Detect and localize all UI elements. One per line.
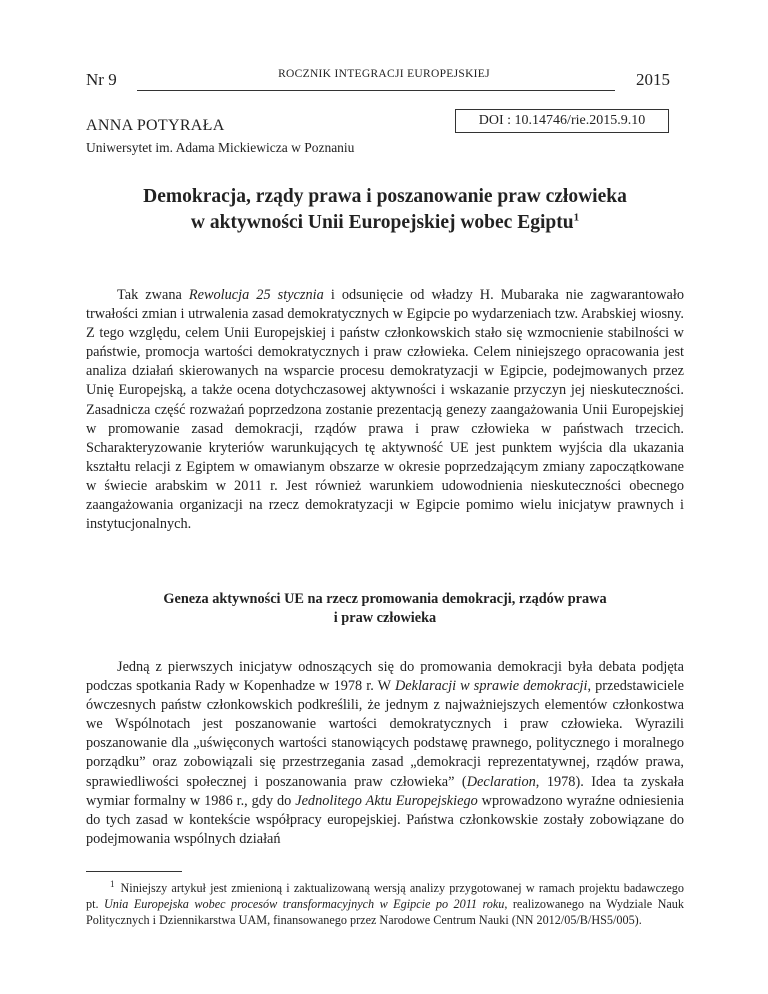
abstract-paragraph [86, 286, 684, 534]
section-heading-line-1: Geneza aktywności UE na rzecz promowania demokracji, rządów prawa [163, 591, 607, 607]
issue-year: 2015 [636, 70, 670, 89]
title-line-2 [86, 210, 684, 236]
footnote-text-1: Niniejszy artykuł jest zmienioną i zaktualizowaną wersją analizy przygotowanej w ramach projektu badawczego pt. [86, 881, 684, 912]
body-paragraph [86, 658, 684, 849]
header-rule [137, 90, 615, 91]
doi-box[interactable]: DOI : 10.14746/rie.2015.9.10 [455, 109, 669, 133]
footnote-text-2: , realizowanego na Wydziale Nauk Politycznych i Dziennikarstwa UAM, finansowanego przez Narodowe Centrum Nauki (NN 2012/05/B/HS5/005). [86, 897, 684, 928]
body-text-2: , przedstawiciele ówczesnych państw członkowskich podkreślili, że jednym z najważniejszych elementów członkostwa we Wspólnotach jest poszanowanie wartości demokratycznych i praw człowieka. Wyrazili poszanowanie dla „uświęconych wartości stanowiących podstawę prawnego, politycznego i moralnego porządku” oraz zobowiązali się przestrzegania zasad „demokracji reprezentatywnej, rządów prawa, sprawiedliwości społecznej i poszanowania praw człowieka” ( [86, 678, 684, 790]
body-text-4: wprowadzono wyraźne odniesienia do tych zasad w kontekście współpracy europejskiej. Państwa członkowskie zostały zobowiązane do podejmowania wspólnych działań [86, 792, 684, 847]
body-italic-1: Deklaracji w sprawie demokracji [394, 678, 588, 695]
footnote [86, 880, 684, 929]
title-line-2-text: w aktywności Unii Europejskiej wobec Egiptu [190, 212, 574, 233]
title-footnote-mark[interactable]: 1 [573, 211, 580, 224]
abstract-text-1: Tak zwana [117, 287, 189, 303]
footnote-mark: 1 [110, 878, 115, 889]
journal-name: ROCZNIK INTEGRACJI EUROPEJSKIEJ [278, 68, 490, 80]
issue-number: Nr 9 [86, 70, 117, 89]
author-name: ANNA POTYRAŁA [86, 117, 225, 134]
body-text-3: , 1978). Idea ta zyskała wymiar formalny w 1986 r., gdy do [86, 773, 684, 809]
section-heading [86, 590, 684, 628]
body-italic-3: Jednolitego Aktu Europejskiego [295, 792, 478, 809]
abstract-text-2: i odsunięcie od władzy H. Mubaraka nie zagwarantowało trwałości zmian i utrwalenia zasad demokratycznych w Egipcie po wydarzeniach tzw. Arabskiej wiosny. Z tego względu, celem Unii Europejskiej i państw członkowskich stało się wzmocnienie stabilności w państwie, promocja wartości demokratycznych i praw człowieka. Celem niniejszego opracowania jest analiza działań skierowanych na wsparcie procesu demokratyzacji w Egipcie, podejmowanych przez Unię Europejską, a także ocena dotychczasowej aktywności i wskazanie przyczyn jej nieskuteczności. Zasadnicza część rozważań poprzedzona zostanie prezentacją genezy zaangażowania Unii Europejskiej w promowanie zasad demokracji, rządów prawa i praw człowieka w państwach trzecich. Scharakteryzowanie kryteriów warunkujących tę aktywność UE jest punktem wyjścia dla ukazania kształtu relacji z Egiptem w omawianym obszarze w okresie poprzedzającym zmiany zapoczątkowane w świecie arabskim w 2011 r. Jest również warunkiem udowodnienia nieskuteczności obecnego zaangażowania organizacji na rzecz demokratyzacji w Egipcie pomimo wielu inicjatyw prawnych i instytucjonalnych. [86, 287, 685, 533]
body-italic-2: Declaration [466, 773, 536, 790]
abstract-italic-1: Rewolucja 25 stycznia [188, 287, 324, 303]
body-text-1: Jedną z pierwszych inicjatyw odnoszących się do promowania demokracji była debata podjęta podczas spotkania Rady w Kopenhadze w 1978 r. W [86, 659, 684, 695]
footnote-separator [86, 871, 182, 872]
author-affiliation: Uniwersytet im. Adama Mickiewicza w Poznaniu [86, 140, 355, 155]
article-title [86, 184, 684, 236]
section-heading-line-2: i praw człowieka [333, 610, 437, 626]
title-line-1: Demokracja, rządy prawa i poszanowanie praw człowieka [143, 186, 627, 207]
footnote-italic-1: Unia Europejska wobec procesów transformacyjnych w Egipcie po 2011 roku [104, 897, 505, 912]
